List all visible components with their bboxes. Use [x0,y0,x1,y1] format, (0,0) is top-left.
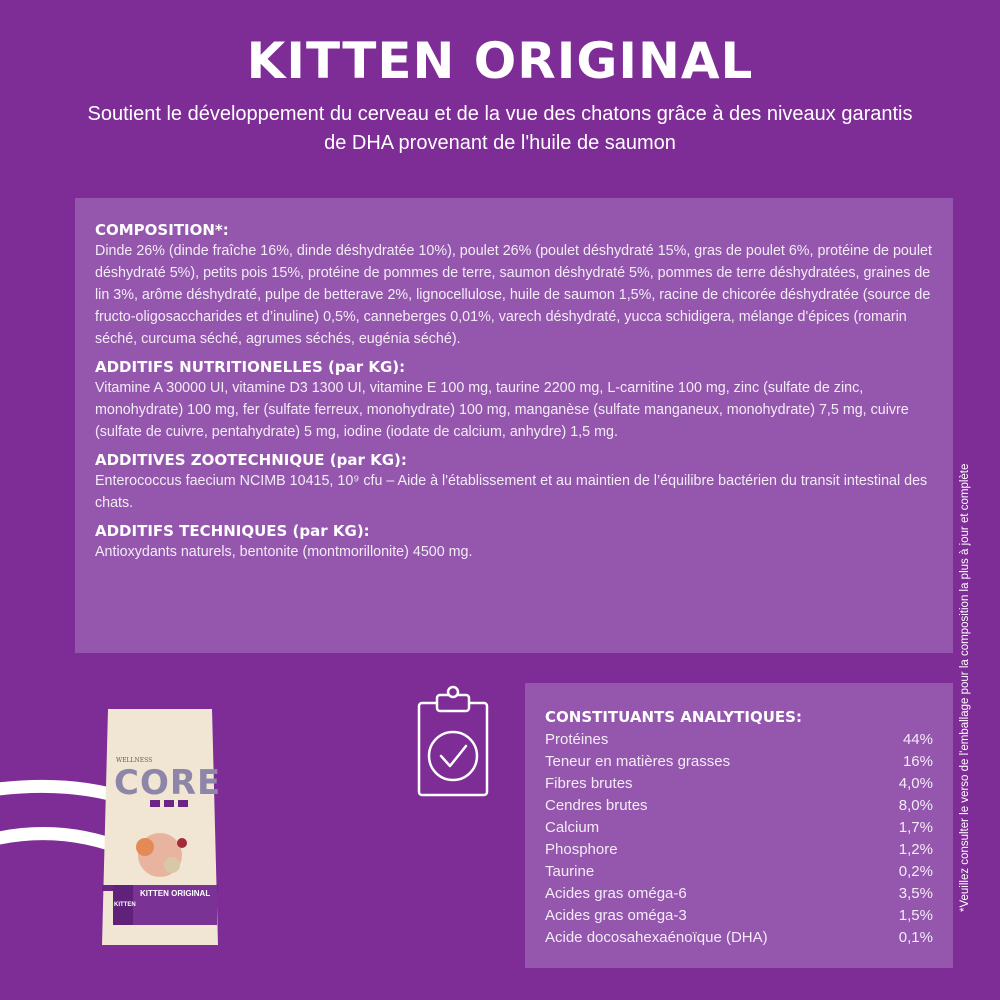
composition-panel [75,198,953,653]
constituent-name: Calcium [545,819,600,836]
page-title: KITTEN ORIGINAL [246,32,754,90]
section-body: Vitamine A 30000 UI, vitamine D3 1300 UI, vitamine E 100 mg, taurine 2200 mg, L-carnitine 100 mg, zinc (sulfate de zinc, monohydrate) 100 mg, fer (sulfate ferreux, monohydrate) 100 mg, manganèse (sulfate manganeux, monohydrate) 7,5 mg, cuivre (sulfate de cuivre, pentahydrate) 5 mg, iodine (iodate de calcium, anhydre) 1,5 mg. [95,380,909,440]
constituent-name: Teneur en matières grasses [545,753,731,770]
analytical-list [545,729,933,949]
constituent-name: Acides gras oméga-6 [545,885,687,902]
constituent-value: 16% [902,753,933,770]
section-body: Enterococcus faecium NCIMB 10415, 10⁹ cfu – Aide à l'établissement et au maintien de l’équilibre bactérien du transit intestinal des chats. [95,473,928,511]
section-title: COMPOSITION*: [95,221,229,239]
analytical-title: CONSTITUANTS ANALYTIQUES: [545,708,802,726]
constituent-name: Taurine [545,863,595,880]
section-body: Dinde 26% (dinde fraîche 16%, dinde déshydratée 10%), poulet 26% (poulet déshydraté 15%, gras de poulet 6%, protéine de poulet déshydraté 5%), petits pois 15%, protéine de pommes de terre, saumon déshydraté 5%, pommes de terre déshydratées, graines de lin 3%, arôme déshydraté, pulpe de betterave 2%, lignocellulose, huile de saumon 1,5%, racine de chicorée déshydratée (source de fructo-oligosaccharides et d’inuline) 0,5%, canneberges 0,01%, varech déshydraté, yucca schidigera, mélange d'épices (romarin séché, curcuma séché, agrumes séchés, eugénia séché). [95,243,932,347]
product-brand-small: WELLNESS [116,757,153,764]
constituent-value: 1,7% [898,819,933,836]
analytical-row [545,795,933,817]
constituent-name: Cendres brutes [545,797,648,814]
constituent-name: Acide docosahexaénoïque (DHA) [545,929,768,946]
constituent-value: 44% [902,731,933,748]
product-brand: CORE [114,763,222,803]
product-name: KITTEN ORIGINAL [140,889,211,898]
analytical-row [545,883,933,905]
constituent-value: 1,5% [898,907,933,924]
constituent-value: 0,2% [898,863,933,880]
analytical-row [545,905,933,927]
technical-additives-section [95,521,933,563]
composition-section [95,220,933,350]
constituent-value: 8,0% [898,797,933,814]
analytical-row [545,927,933,949]
nutritional-additives-section [95,357,933,443]
product-badge: KITTEN [114,902,136,908]
page-subtitle: Soutient le développement du cerveau et de la vue des chatons grâce à des niveaux garantis de DHA provenant de l'huile de saumon [87,103,913,154]
section-body: Antioxydants naturels, bentonite (montmorillonite) 4500 mg. [95,544,473,560]
section-title: ADDITIVES ZOOTECHNIQUE (par KG): [95,451,407,469]
analytical-row [545,729,933,751]
analytical-row [545,817,933,839]
analytical-row [545,839,933,861]
constituent-value: 4,0% [898,775,933,792]
constituent-value: 3,5% [898,885,933,902]
section-title: ADDITIFS NUTRITIONELLES (par KG): [95,358,406,376]
analytical-row [545,773,933,795]
clipboard-check-icon [413,683,493,798]
constituent-value: 1,2% [898,841,933,858]
constituent-name: Acides gras oméga-3 [545,907,687,924]
constituent-name: Fibres brutes [545,775,633,792]
constituent-name: Protéines [545,731,609,748]
side-note: *Veuillez consulter le verso de l'emballage pour la composition la plus à jour et complète [959,463,971,912]
section-title: ADDITIFS TECHNIQUES (par KG): [95,522,370,540]
analytical-row [545,751,933,773]
analytical-panel [525,683,953,968]
constituent-name: Phosphore [545,841,618,858]
product-bag [100,705,220,950]
constituent-value: 0,1% [898,929,933,946]
analytical-row [545,861,933,883]
zootechnical-additives-section [95,450,933,514]
